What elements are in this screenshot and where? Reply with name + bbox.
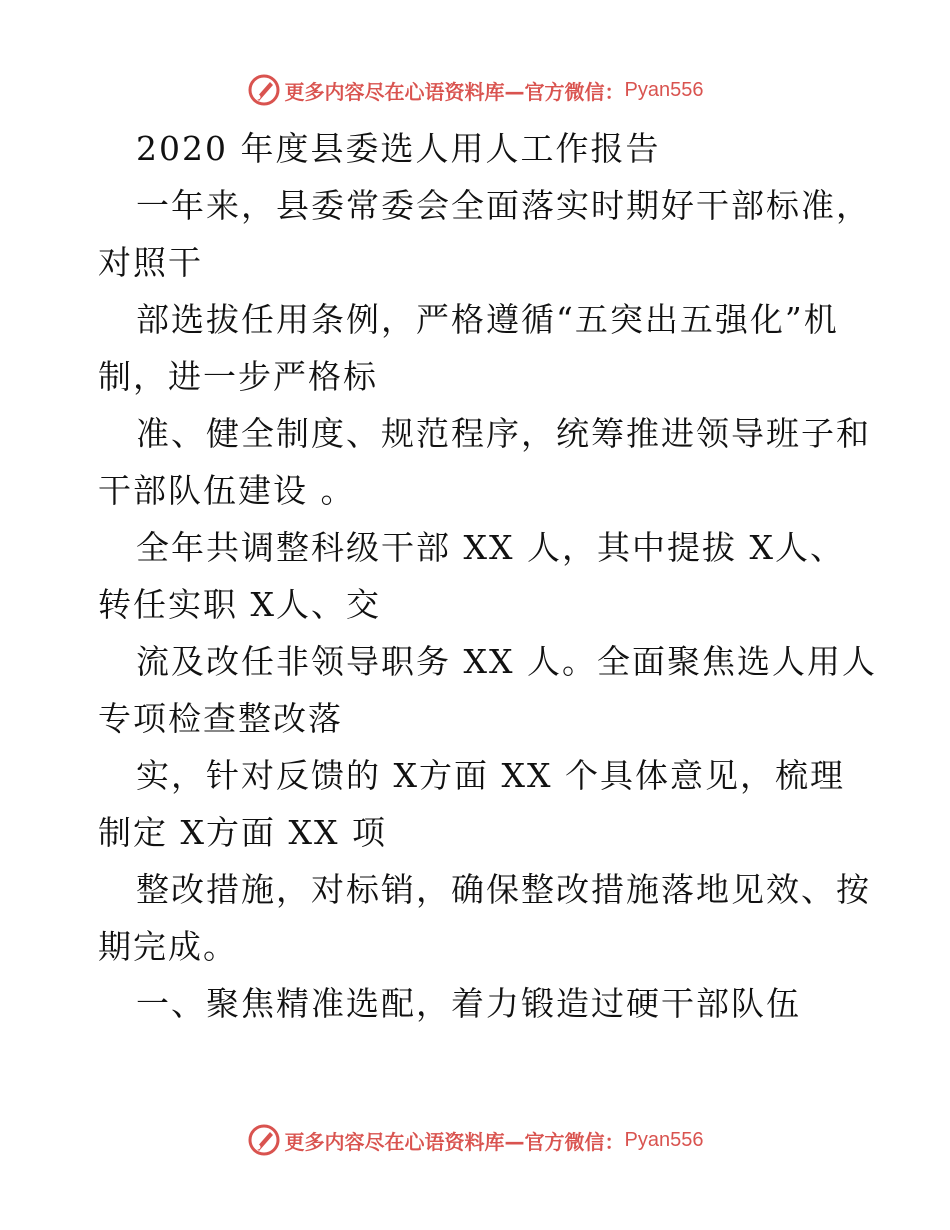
footer-banner-id: Pyan556 — [624, 1128, 704, 1151]
document-body — [98, 120, 877, 1032]
document-title: 2020 年度县委选人用人工作报告 — [136, 129, 661, 168]
header-banner — [0, 70, 950, 110]
text-line: 专项检查整改落 — [98, 699, 343, 738]
text-line: 部选拔任用条例，严格遵循“五突出五强化”机 — [136, 300, 839, 339]
header-banner-text: 更多内容尽在心语资料库—官方微信： — [284, 79, 625, 104]
pen-logo-icon — [247, 73, 281, 107]
text-line: 干部队伍建设 。 — [98, 471, 356, 510]
text-line: 准、健全制度、规范程序，统筹推进领导班子和 — [136, 414, 871, 453]
text-line: 对照干 — [98, 243, 203, 282]
text-line: 转任实职 X人、交 — [98, 585, 381, 624]
text-line: 制，进一步严格标 — [98, 357, 378, 396]
text-line: 实，针对反馈的 X方面 XX 个具体意见，梳理 — [136, 756, 845, 795]
text-line: 整改措施，对标销，确保整改措施落地见效、按 — [136, 870, 871, 909]
text-line: 全年共调整科级干部 XX 人，其中提拔 X人、 — [136, 528, 845, 567]
footer-banner-text: 更多内容尽在心语资料库—官方微信： — [284, 1129, 625, 1154]
footer-banner — [0, 1120, 950, 1160]
text-line: 期完成。 — [98, 927, 238, 966]
text-line: 一年来，县委常委会全面落实时期好干部标准， — [136, 186, 871, 225]
section-heading: 一、聚焦精准选配，着力锻造过硬干部队伍 — [136, 984, 801, 1023]
text-line: 流及改任非领导职务 XX 人。全面聚焦选人用人 — [136, 642, 877, 681]
text-line: 制定 X方面 XX 项 — [98, 813, 387, 852]
header-banner-id: Pyan556 — [624, 78, 704, 101]
pen-logo-icon — [247, 1123, 281, 1157]
